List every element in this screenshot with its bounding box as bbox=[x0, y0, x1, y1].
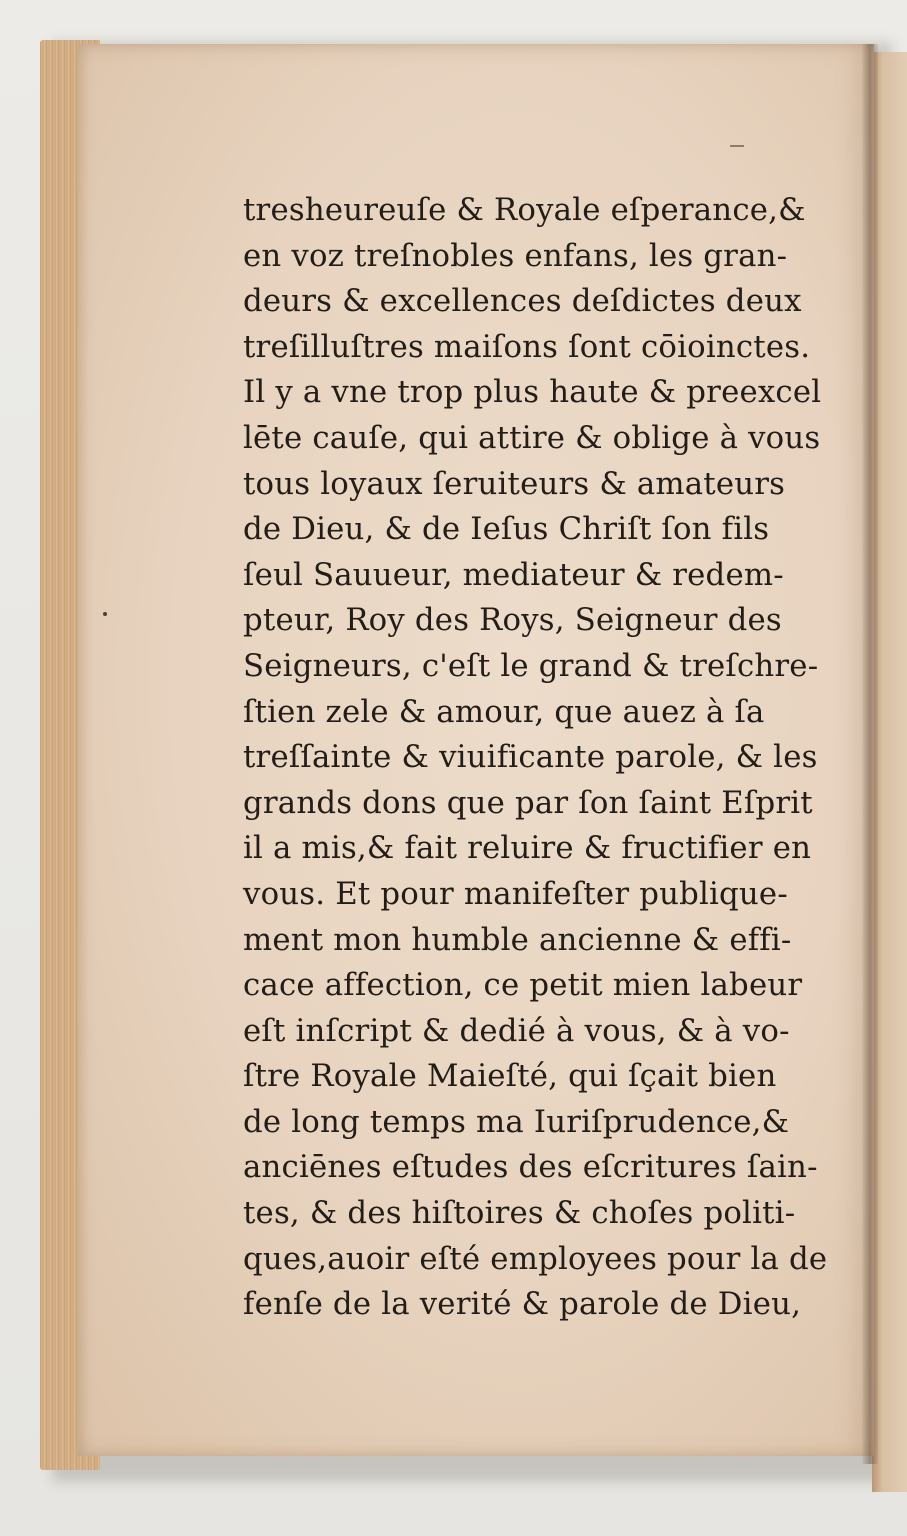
text-line: de long temps ma Iuriſprudence,& bbox=[243, 1103, 790, 1140]
text-line: ſeul Sauueur, mediateur & redem- bbox=[243, 556, 784, 593]
text-line: grands dons que par ſon ſaint Eſprit bbox=[243, 784, 813, 821]
text-line: fenſe de la verité & parole de Dieu, bbox=[243, 1286, 802, 1323]
text-line: Il y a vne trop plus haute & preexcel bbox=[243, 374, 822, 411]
text-line: ſtien zele & amour, que auez à ſa bbox=[243, 693, 765, 730]
text-line: ment mon humble ancienne & effi- bbox=[243, 921, 792, 958]
page-gutter bbox=[862, 44, 878, 1464]
text-line: ſtre Royale Maieſté, qui ſçait bien bbox=[243, 1058, 777, 1095]
text-line: anciēnes eſtudes des eſcritures ſain- bbox=[243, 1149, 818, 1186]
text-line: eſt inſcript & dedié à vous, & à vo- bbox=[243, 1012, 790, 1049]
ink-spot bbox=[103, 612, 107, 616]
text-line: tous loyaux ſeruiteurs & amateurs bbox=[243, 465, 786, 502]
ink-mark bbox=[730, 145, 744, 147]
text-line: cace affection, ce petit mien labeur bbox=[243, 967, 803, 1004]
page-text bbox=[243, 188, 863, 1328]
text-line: Seigneurs, c'eſt le grand & treſchre- bbox=[243, 647, 819, 684]
text-line: deurs & excellences deſdictes deux bbox=[243, 283, 802, 320]
text-line: vous. Et pour manifeſter publique- bbox=[243, 875, 788, 912]
text-line: tresheureuſe & Royale eſperance,& bbox=[243, 192, 806, 228]
text-line: lēte cauſe, qui attire & oblige à vous bbox=[243, 419, 821, 456]
text-line: pteur, Roy des Roys, Seigneur des bbox=[243, 602, 782, 639]
text-line: treſilluſtres maiſons ſont cōioinctes. bbox=[243, 328, 811, 365]
text-line: tes, & des hiſtoires & choſes politi- bbox=[243, 1195, 796, 1232]
text-line: treſſainte & viuificante parole, & les bbox=[243, 739, 818, 776]
text-line: il a mis,& fait reluire & fructifier en bbox=[243, 830, 812, 867]
text-line: de Dieu, & de Ieſus Chriſt ſon fils bbox=[243, 511, 770, 548]
text-line: ques,auoir eſté employees pour la de bbox=[243, 1240, 828, 1277]
text-line: en voz treſnobles enfans, les gran- bbox=[243, 237, 788, 274]
